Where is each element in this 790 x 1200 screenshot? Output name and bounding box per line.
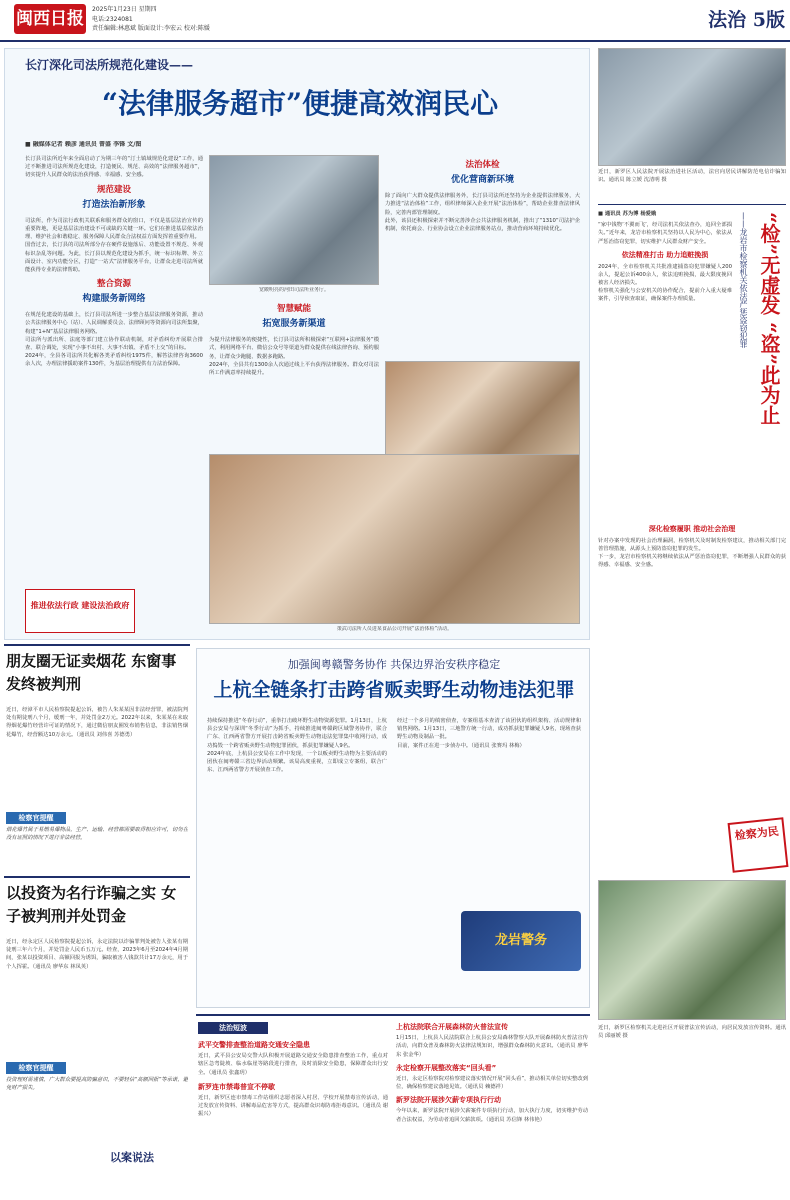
phone-line: 电话:2324081	[92, 15, 133, 23]
short-news	[196, 1014, 590, 1192]
news-item-title: 上杭法院联合开展森林防火普法宣传	[396, 1023, 508, 1031]
photo-caption: 近日，新罗区检察机关走进社区开展普法宣传活动，向居民发放宣传资料。通讯员 邱丽媛 摄	[598, 1025, 786, 1040]
article-subhead: ——龙岩市检察机关依法严惩盗窃犯罪	[739, 212, 748, 348]
news-item-body: 近日，武平县公安局交警大队积极开展道路交通安全隐患排查整治工作，重点对辖区急弯陡坡、临水临崖等路段进行排查，及时消除安全隐患，保障群众出行安全。（通讯员 张鑫玥）	[198, 1053, 388, 1076]
lead-story	[4, 48, 590, 640]
stamp-logo: 检察为民	[728, 817, 789, 873]
lead-paragraph: 为提升法律服务的便捷性，长汀县司法所积极探索“互联网+法律服务”模式，利用网络平台、微信公众号等渠道为群众提供在线法律咨询、预约服务，让群众少跑腿、数据多跑路。	[209, 337, 379, 360]
photo-caption: 宽敞明亮的河田司法所业务厅。	[258, 287, 329, 293]
lead-paragraph: 2024年，全县各司法所共化解各类矛盾纠纷1975件，解答法律咨询3600余人次，办理法律援助案件130件，为基层治理提供有力法治保障。	[25, 353, 203, 368]
masthead	[0, 0, 790, 42]
police-column-2	[397, 717, 581, 907]
short-news-column-2	[396, 1022, 588, 1190]
article-body: 近日，经漳平市人民检察院提起公诉，被告人朱某某因非法经营罪，被法院判处有期徒刑八个月，缓刑一年，并处罚金2万元。2022年以来，朱某某在未取得烟花爆竹经营许可证的情况下，通过微信朋友圈发布销售信息，非法销售烟花爆竹，经营额达10万余元。（通讯员 刘伟喜 苏德勇）	[6, 707, 188, 738]
photo-community	[598, 880, 786, 1020]
lead-column-1	[25, 155, 203, 635]
news-item-body: 近日，永定区检察院对检察建议落实情况开展“回头看”，推动相关单位切实整改到位，确保检察建议落地见效。（通讯员 赖德祥）	[396, 1075, 588, 1091]
lead-kicker: 长汀深化司法所规范化建设——	[25, 58, 194, 72]
column-logo: 以案说法	[110, 1151, 154, 1164]
lead-byline: ■ 融媒体记者 赖彦 通讯员 曾盛 李锋 文/图	[25, 141, 142, 148]
news-item-body: 1月15日，上杭县人民法院联合上杭县公安局森林警察大队开展森林防火普法宣传活动，向群众普及森林防火法律法规知识，增强群众森林防火意识。（通讯员 廖华东 张金华）	[396, 1035, 588, 1058]
short-news-tag: 法治短波	[198, 1022, 268, 1034]
news-item-title: 新罗连市禁毒普宣不停歇	[198, 1082, 275, 1091]
news-item-title: 永定检察开展整改落实“回头看”	[396, 1063, 497, 1072]
article-paragraph: 经过一个多月的缜密侦查，专案组基本查清了该团伙的组织架构、活动规律和销售网络。1月13日，三地警方统一行动，成功抓获犯罪嫌疑人9名，现场查获野生动物及制品一批。	[397, 718, 581, 741]
photo-visit	[385, 361, 580, 461]
subhead-tag: 规范建设	[96, 184, 131, 195]
lead-paragraph: 除了面向广大群众提供法律服务外，长汀县司法所还坚持为企业提供法律服务，大力推进“法治体检”工作，组织律师深入企业开展“法治体检”，帮助企业排查法律风险，完善内部管理制度。	[385, 193, 580, 216]
subhead-title: 优化营商新环境	[450, 175, 514, 186]
news-item-title: 武平交警排查整治道路交通安全隐患	[198, 1041, 310, 1049]
article-paragraph: “家中钱物‘不翼而飞’，经司法机关依法查办，追回全部损失。”近年来，龙岩市检察机关坚持以人民为中心，依法从严惩治盗窃犯罪，切实维护人民群众财产安全。	[598, 222, 732, 245]
right-article-column-2	[598, 520, 786, 820]
newspaper-logo: 闽西日报	[14, 4, 86, 34]
photo-office	[209, 155, 379, 285]
article-paragraph: 持续保持推进“冬春行动”，重拳打击破坏野生动物资源犯罪。1月13日，上杭县公安局与深圳“冬季行动”为抓手，持续推进闽粤赣跨区域警务协作，联合广东、江西两省警方开展打击跨省贩卖野生动物违法犯罪集中收网行动，成功捣毁一个跨省贩卖野生动物犯罪团伙，抓获犯罪嫌疑人9名。	[207, 718, 387, 749]
article-byline: ■ 通讯员 苏为博 杨爱娥	[598, 211, 657, 217]
short-news-column-1	[198, 1040, 388, 1190]
police-column-1	[207, 717, 387, 1001]
photo-food-factory	[209, 454, 580, 624]
tip-tag: 检察官提醒	[6, 812, 66, 824]
subhead-title: 拓宽服务新渠道	[262, 319, 326, 330]
date-line: 2025年1月23日 星期四	[92, 6, 157, 13]
masthead-meta	[92, 5, 292, 34]
lead-headline: “法律服务超市”便捷高效润民心	[101, 87, 499, 120]
article-paragraph: 目前，案件正在进一步侦办中。（通讯员 张赛玛 林梅）	[397, 742, 525, 749]
article-paragraph: 2024年底，上杭县公安局在工作中发现，一个以贩卖野生动物为主要活动的团伙在闽粤赣三省边界活动频繁。该局高度重视，立即成立专案组，联合广东、江西两省警方开展侦查工作。	[207, 750, 387, 774]
lead-paragraph: 司法所与派出所、法庭等部门建立协作联动机制，对矛盾纠纷开展联合排查、联合调处，实现“小事不出村、大事不出镇、矛盾不上交”的目标。	[25, 336, 203, 352]
lead-paragraph: 2024年，全县共有1300余人次通过线上平台获得法律服务。群众对司法所工作满意率持续提升。	[209, 361, 379, 376]
article-paragraph: 针对办案中发现的社会治理漏洞，检察机关及时制发检察建议，推动相关部门完善管理措施，从源头上预防盗窃犯罪的发生。	[598, 537, 786, 553]
article-paragraph: 下一步，龙岩市检察机关将继续依法从严惩治盗窃犯罪，不断增强人民群众的获得感、幸福感、安全感。	[598, 554, 786, 569]
police-kicker: 加强闽粤赣警务协作 共保边界治安秩序稳定	[287, 658, 501, 671]
lead-column-3	[385, 155, 580, 355]
police-logo: 龙岩警务	[461, 911, 581, 971]
subhead-tag: 智慧赋能	[276, 304, 311, 314]
section-title: 法治 5版	[708, 9, 785, 31]
article-paragraph: 检察机关强化与公安机关的协作配合，提前介入重大疑难案件，引导侦查取证，确保案件办理质量。	[598, 288, 732, 303]
divider	[4, 876, 190, 878]
tip-tag: 检察官提醒	[6, 1062, 66, 1074]
divider	[4, 644, 190, 646]
lead-column-2	[209, 299, 379, 449]
divider	[598, 204, 786, 205]
lead-paragraph: 长汀县司法所近年来全面启动了为期三年的“汀土镇域规范化建设”工作，通过不断推进司法所规范化建设，打造便民、规范、高效的“法律服务超市”，切实提升人民群众的法治获得感、幸福感、安全感。	[25, 156, 203, 179]
article-body: 近日，经永定区人民检察院提起公诉，永定法院以诈骗罪判处被告人张某有期徒刑三年六个月，并处罚金人民币五万元。经查，2023年6月至2024年4月期间，张某以投资项目、高额回报为诱饵，骗取被害人钱款共计17万余元，用于个人挥霍。（通讯员 廖华东 林凤英）	[6, 939, 188, 970]
photo-caption: 策武司法所人员进某食品公司开展“法治体检”活动。	[336, 626, 453, 632]
subhead-tag: 依法精准打击 助力追赃挽损	[621, 250, 709, 259]
police-headline: 上杭全链条打击跨省贩卖野生动物违法犯罪	[213, 679, 575, 701]
lead-paragraph: 司法所，作为司法行政机关联系和服务群众的窗口，不仅是基层法治宣传的重要阵地，更是基层法治建设不可或缺的关键一环。它们在推进基层依法治理、维护社会和谐稳定、服务保障人民群众合法权益方面发挥着重要作用。	[25, 217, 203, 241]
tip-text: 烟花爆竹属于易燃易爆物品，生产、运输、经营都需要取得相应许可，切勿在没有证照的情况下进行非法经营。	[6, 827, 188, 842]
lead-paragraph: 此外，该县还积极探索并不断完善涉企公共法律服务机制，推出了“1310”司法护企机制，依托商会、行业协会设立企业法律服务站点，推动营商环境持续优化。	[385, 217, 580, 232]
subhead-tag: 法治体检	[465, 160, 500, 170]
subhead-title: 打造法治新形象	[82, 199, 146, 210]
news-item-title: 新罗法院开展涉欠薪专项执行行动	[396, 1096, 501, 1105]
news-item-body: 今年以来，新罗法院开展涉欠薪案件专项执行行动，加大执行力度，切实维护劳动者合法权益，为劳动者追回欠薪款项。（通讯员 苏信锋 林伟艳）	[396, 1108, 588, 1123]
photo-court-visit	[598, 48, 786, 166]
subhead-tag: 深化检察履职 推动社会治理	[648, 525, 736, 533]
editor-line: 责任编辑:林惠斌 版面设计:李宏云 校对:陈媛	[92, 25, 210, 33]
tip-text: 投资理财需谨慎，广大群众要提高防骗意识，不要轻信“高额回报”等承诺，避免财产损失。	[6, 1077, 188, 1092]
subhead-title: 构建服务新网络	[82, 294, 146, 305]
article-headline: 以投资为名行诈骗之实 女子被判刑并处罚金	[6, 884, 177, 926]
lead-paragraph: 在规范化建设的基础上，长汀县司法所进一步整合基层法律服务资源，推动公共法律服务中心（站）、人民调解委员会、法律顾问等资源向司法所集聚，构建“1+N”基层法律服务网络。	[25, 312, 203, 335]
subhead-tag: 整合资源	[96, 279, 131, 290]
article-paragraph: 2024年，全市检察机关共批准逮捕盗窃犯罪嫌疑人200余人，提起公诉400余人，依法追赃挽损，最大限度挽回被害人经济损失。	[598, 263, 732, 287]
police-story	[196, 648, 590, 1008]
promo-banner: 推进依法行政 建设法治政府	[25, 589, 135, 633]
photo-caption: 近日，新罗区人民法院开展法治进社区活动，法官向居民讲解防范电信诈骗知识。通讯员 陈立媛 沈清明 摄	[598, 169, 786, 184]
news-item-body: 近日，新罗区连市禁毒工作站组织志愿者深入村居、学校开展禁毒宣传活动，通过发放宣传资料、讲解毒品危害等方式，提高群众识毒防毒拒毒意识。（通讯员 谢振兴）	[198, 1094, 388, 1118]
article-headline: 朋友圈无证卖烟花 东窗事发终被判刑	[6, 652, 177, 694]
lead-paragraph: 国营过去，长汀县的司法所部分存在硬件设施落后、功能设置不规范、外观标识杂乱等问题。为此，长汀县以规范化建设为抓手，统一标识标牌、外立面设计、室内功能分区，打造“一站式”法律服务平台，让群众走进司法所就能获得专业的法律帮助。	[25, 242, 203, 273]
article-headline: “检”无虚发 “盗”此为止	[757, 212, 781, 425]
